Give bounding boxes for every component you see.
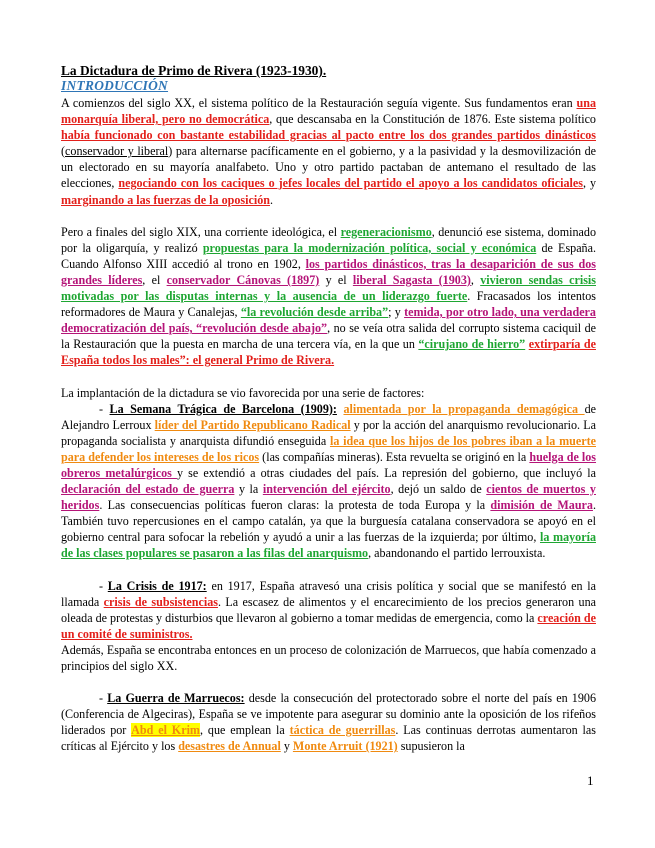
highlight-ejercito: intervención del ejército (262, 482, 391, 497)
highlight-sagasta: liberal Sagasta (1903) (352, 272, 471, 287)
paragraph-crisis-1917 (61, 578, 596, 642)
paragraph-regeneracionismo (61, 224, 596, 369)
text: y el (319, 272, 353, 287)
list-dash: - (99, 578, 108, 593)
highlight-partidos-dinasticos: los partidos dinásticos, tras la desaparición de sus dos grandes líderes (61, 256, 596, 287)
paragraph-guerra-marruecos (61, 690, 596, 754)
document-body (61, 63, 596, 754)
text: de Alejandro Lerroux (61, 401, 596, 432)
paragraph-semana-tragica (61, 401, 596, 562)
text: y (280, 739, 293, 754)
text: , el (142, 272, 167, 287)
highlight-lerroux: líder del Partido Republicano Radical (154, 417, 351, 432)
paragraph-gap (61, 369, 596, 385)
highlight-anarquismo: la mayoría de las clases populares se pasaron a las filas del anarquismo (61, 530, 596, 561)
highlight-muertos: cientos de muertos y heridos (61, 482, 596, 513)
text: Pero a finales del siglo XIX, una corriente ideológica, el (61, 224, 341, 239)
heading-guerra-marruecos: La Guerra de Marruecos: (107, 691, 245, 706)
text: . Las consecuencias políticas fueron claras: la protesta de toda Europa y la (99, 498, 491, 513)
text: , y (582, 176, 596, 191)
highlight-huelga: huelga de los obreros metalúrgicos (61, 449, 597, 480)
highlight-crisis-liderazgo: vivieron sendas crisis motivadas por las disputas internas y la ausencia de un liderazgo fuerte (61, 272, 596, 304)
highlight-caciques: negociando con los caciques o jefes locales del partido el apoyo a los candidatos oficiales (118, 176, 583, 191)
text: y por la acción del anarquismo revolucionario. La propaganda socialista y anarquista difundió enseguida (61, 417, 596, 448)
text: ) para alternarse pacíficamente en el gobierno, y a la pasividad y la desmovilización de un electorado en su mayoría analfabeto. Uno y otro partido pactaban de antemano el resultado de las elecciones, (61, 144, 596, 191)
text: (las compañías mineras). Esta revuelta se originó en la (259, 449, 530, 464)
text: . Fracasados los intentos reformadores de Maura y Canalejas, (61, 289, 597, 320)
paragraph-marruecos-intro: Además, España se encontraba entonces en un proceso de colonización de Marruecos, que había comenzado a principios del siglo XX. (61, 642, 596, 673)
paragraph-restauracion (61, 95, 596, 208)
text: desde la consecución del protectorado sobre el norte del país en 1906 (Conferencia de Algeciras), España se ve impotente para asegurar su dominio ante la oposición de los rifeños liderados por (61, 691, 596, 738)
paragraph-factores: La implantación de la dictadura se vio favorecida por una serie de factores: (61, 385, 425, 400)
text: y la (234, 482, 263, 497)
highlight-guerrillas: táctica de guerrillas (289, 723, 396, 738)
highlight-estabilidad: había funcionado con bastante estabilidad gracias al pacto entre los dos grandes partidos dinásticos (61, 128, 596, 143)
text: , abandonando el partido lerrouxista. (368, 546, 546, 561)
highlight-revolucion-arriba: “la revolución desde arriba” (240, 305, 389, 320)
text: y se extendió a otras ciudades del país. La represión del gobierno, que incluyó la (176, 465, 596, 480)
page-number: 1 (587, 773, 594, 788)
highlight-comite: creación de un comité de suministros. (61, 610, 596, 641)
paragraph-gap (61, 208, 596, 224)
text: , denunció ese sistema, dominado por la oligarquía, y realizó (61, 224, 596, 255)
text: ; y (388, 305, 405, 320)
highlight-revolucion-abajo: temida, por otro lado, una verdadera democratización del país, “revolución desde abajo” (61, 305, 596, 336)
text: , que descansaba en la Constitución de 1876. Este sistema político (269, 112, 596, 127)
highlight-monarquia: una monarquía liberal, pero no democrática (61, 96, 596, 127)
text: , no se veía otra salida del corrupto sistema caciquil de la Restauración que la puesta en marcha de una tercera vía, en la que un (61, 321, 596, 352)
highlight-propaganda: alimentada por la propaganda demagógica (343, 401, 585, 416)
text: , (470, 272, 481, 287)
list-dash: - (99, 691, 108, 706)
highlight-propuestas: propuestas para la modernización política, social y económica (202, 240, 537, 255)
highlight-oposicion: marginando a las fuerzas de la oposición (61, 192, 270, 207)
highlight-canovas: conservador Cánovas (1897) (166, 272, 320, 287)
text: en 1917, España atravesó una crisis política y social que se manifestó en la llamada (61, 578, 596, 609)
paragraph-gap (61, 562, 596, 578)
list-dash: - (99, 401, 110, 416)
document-title: La Dictadura de Primo de Rivera (1923-1930). (61, 63, 327, 78)
text: ( (61, 144, 66, 159)
heading-crisis-1917: La Crisis de 1917: (107, 578, 207, 593)
highlight-maura: dimisión de Maura (490, 498, 593, 513)
heading-semana-tragica: La Semana Trágica de Barcelona (1909): (109, 401, 337, 416)
paragraph-gap (61, 674, 596, 690)
highlight-subsistencias: crisis de subsistencias (103, 594, 218, 609)
text: . (269, 192, 273, 207)
highlight-cirujano: “cirujano de hierro” (418, 337, 526, 352)
text: . La escasez de alimentos y el encarecimiento de los precios generaron una oleada de protestas y disturbios que llevaron al gobierno a tomar medidas de emergencia, como la (61, 594, 596, 625)
highlight-estado-guerra: declaración del estado de guerra (61, 482, 235, 497)
text: , dejó un saldo de (390, 482, 487, 497)
highlight-hijos-pobres: la idea que los hijos de los pobres iban a la muerte para defender los intereses de los ricos (61, 433, 596, 464)
highlight-regeneracionismo: regeneracionismo (340, 224, 432, 239)
text: de España. Cuando Alfonso XIII accedió al trono en 1902, (61, 240, 596, 271)
text: , que emplean la (200, 723, 290, 738)
text: supusieron la (397, 739, 465, 754)
highlight-monte-arruit: Monte Arruit (1921) (292, 739, 398, 754)
section-heading-introduccion: INTRODUCCIÓN (61, 78, 169, 93)
highlight-abd-el-krim: Abd el Krim (131, 723, 201, 738)
highlight-annual: desastres de Annual (178, 739, 281, 754)
text: . También tuvo repercusiones en el campo catalán, ya que la burguesía catalana conservadora se apoyó en el gobierno central para sofocar la rebelión y ayudó a unir a las fuerzas de la izquierda; por último, (61, 498, 596, 545)
highlight-primo-de-rivera: extirparía de España todos los males”: el general Primo de Rivera. (61, 337, 596, 368)
underline-partidos: conservador y liberal (65, 144, 169, 159)
text: . Las continuas derrotas aumentaron las críticas al Ejército y los (61, 723, 596, 754)
text: A comienzos del siglo XX, el sistema político de la Restauración seguía vigente. Sus fundamentos eran (61, 96, 577, 110)
